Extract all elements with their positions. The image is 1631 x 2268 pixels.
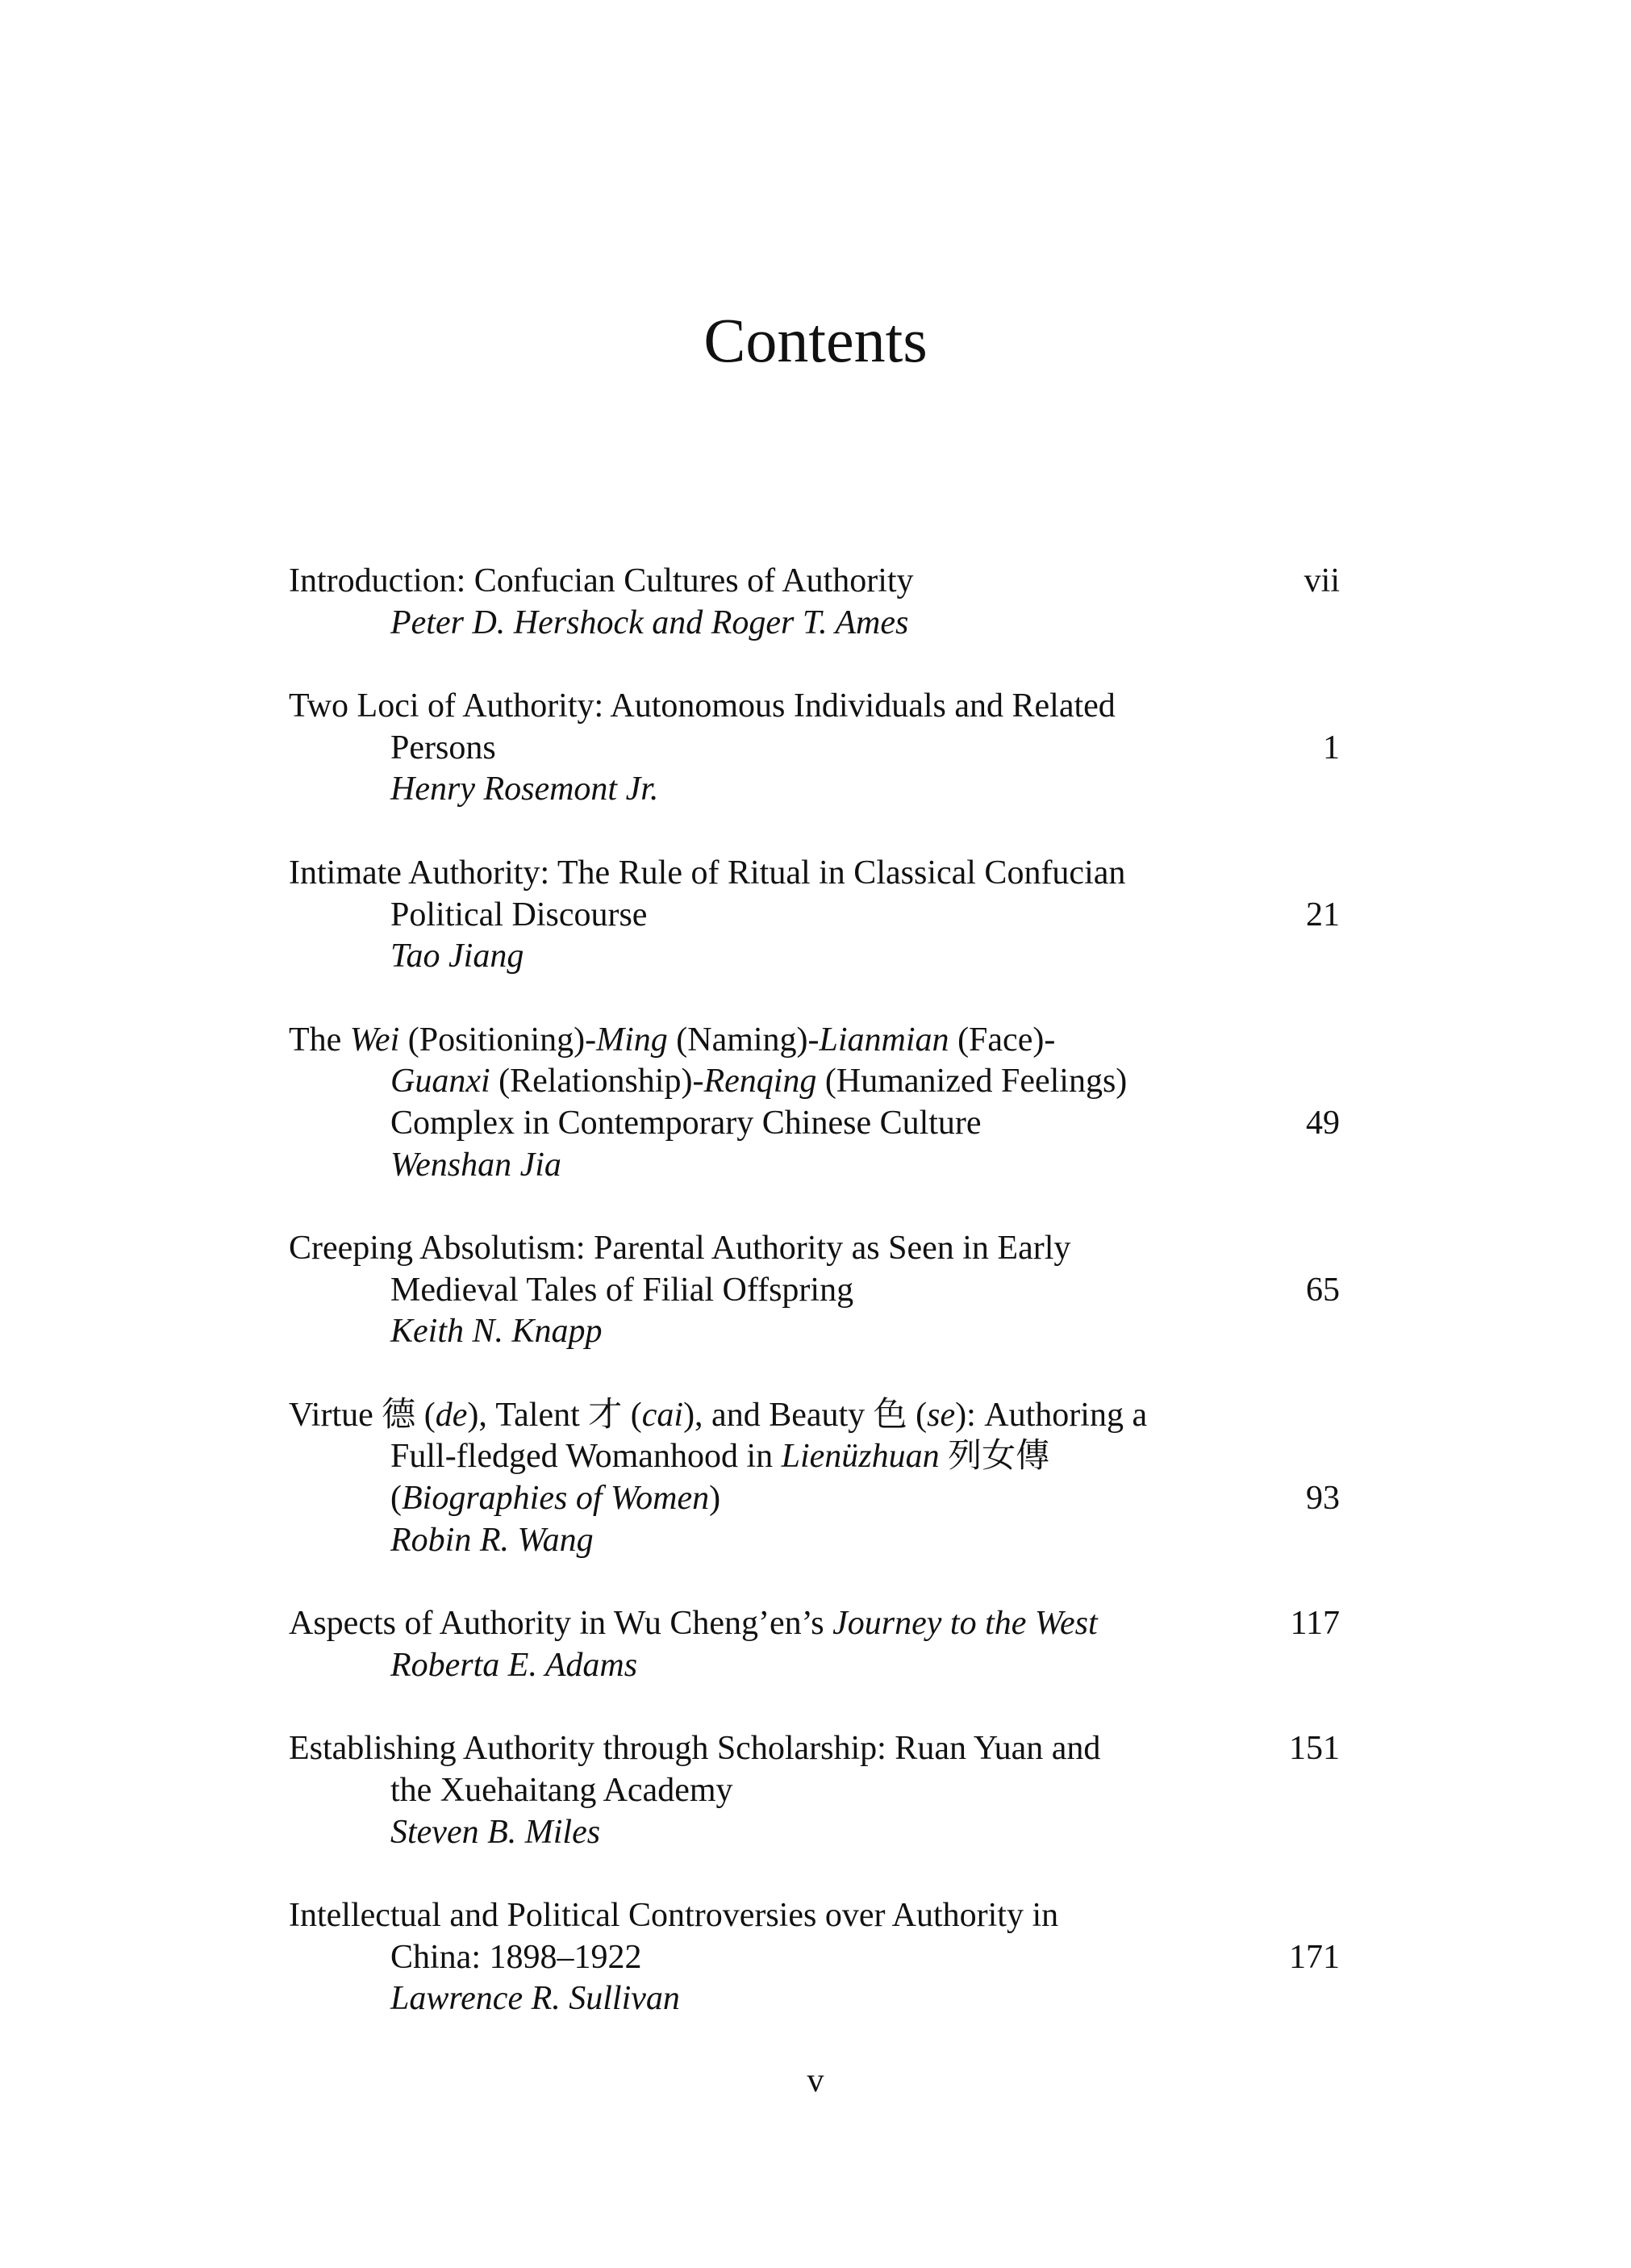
toc-entry[interactable] [289, 1603, 1340, 1686]
chapter-title-text: (Humanized Feelings) [816, 1063, 1128, 1101]
chapter-title-line [289, 728, 1340, 770]
chapter-title-text: (Face)- [949, 1021, 1056, 1059]
chapter-title-line [289, 1478, 1340, 1520]
chapter-title-line [289, 1228, 1340, 1270]
chapter-title-line [289, 853, 1340, 895]
chapter-title-text: the Xuehaitang Academy [390, 1771, 733, 1809]
chapter-title-line [289, 1770, 1340, 1812]
chapter-title-text: ), Talent 才 ( [467, 1396, 642, 1434]
chapter-title-text: Ming [596, 1021, 668, 1059]
chapter-author: Peter D. Hershock and Roger T. Ames [390, 604, 909, 641]
chapter-title-text: de [435, 1396, 468, 1434]
chapter-title-text: Guanxi [390, 1063, 490, 1101]
chapter-title-text: Persons [390, 729, 496, 766]
chapter-title-text: Virtue 德 ( [289, 1396, 436, 1434]
page-number[interactable]: 93 [1306, 1480, 1340, 1518]
chapter-title-line [289, 1728, 1340, 1770]
chapter-title-text: Biographies of Women [402, 1480, 710, 1518]
chapter-title-text: Introduction: Confucian Cultures of Authority [289, 562, 914, 599]
chapter-author: Lawrence R. Sullivan [390, 1980, 680, 2018]
toc-entry[interactable] [289, 561, 1340, 644]
chapter-title-text: Political Discourse [390, 896, 648, 934]
chapter-title-text: Intellectual and Political Controversies over Authority in [289, 1897, 1059, 1934]
toc-entry[interactable] [289, 1395, 1340, 1562]
page-number[interactable]: 1 [1323, 729, 1340, 766]
chapter-title-text: China: 1898–1922 [390, 1938, 642, 1976]
chapter-title-text: Lianmian [819, 1021, 949, 1059]
chapter-title-text: Wei [349, 1021, 400, 1059]
chapter-title-line [289, 1895, 1340, 1937]
chapter-title-line [289, 1603, 1340, 1645]
chapter-title-line [289, 1061, 1340, 1103]
page-number[interactable]: vii [1304, 562, 1340, 599]
chapter-title-text: ) [709, 1480, 721, 1518]
toc-entry[interactable] [289, 686, 1340, 811]
chapter-title-line [289, 686, 1340, 728]
chapter-title-line [289, 1395, 1340, 1437]
chapter-title-line [289, 895, 1340, 937]
chapter-title-text: (Positioning)- [399, 1021, 597, 1059]
page-number-footer: v [807, 2062, 824, 2099]
chapter-author: Roberta E. Adams [390, 1646, 638, 1684]
page-number[interactable]: 49 [1306, 1104, 1340, 1142]
toc-entry[interactable] [289, 1895, 1340, 2020]
page-number[interactable]: 151 [1289, 1730, 1340, 1768]
chapter-title-text: ), and Beauty 色 ( [683, 1396, 928, 1434]
page-number[interactable]: 117 [1290, 1605, 1340, 1643]
chapter-title-text: Full-fledged Womanhood in [390, 1438, 782, 1476]
chapter-author: Henry Rosemont Jr. [390, 771, 659, 808]
page-number[interactable]: 21 [1306, 896, 1340, 934]
chapter-title-text: The [289, 1021, 350, 1059]
chapter-title-line [289, 1270, 1340, 1312]
chapter-title-line [289, 1020, 1340, 1062]
page-number[interactable]: 171 [1289, 1938, 1340, 1976]
toc-entry[interactable] [289, 1728, 1340, 1853]
chapter-title-text: 列女傳 [939, 1438, 1050, 1476]
page-number[interactable]: 65 [1306, 1271, 1340, 1309]
chapter-title-line [289, 1937, 1340, 1979]
chapter-author: Wenshan Jia [390, 1146, 561, 1184]
chapter-title-text: (Naming)- [667, 1021, 820, 1059]
chapter-title-text: Creeping Absolutism: Parental Authority as Seen in Early [289, 1230, 1071, 1267]
toc-entry[interactable] [289, 853, 1340, 978]
chapter-title-text: (Relationship)- [490, 1063, 704, 1101]
chapter-title-text: Journey to the West [832, 1605, 1098, 1643]
chapter-title-text: Lienüzhuan [781, 1438, 940, 1476]
chapter-title-text: cai [641, 1396, 684, 1434]
chapter-author: Tao Jiang [390, 938, 524, 975]
chapter-author: Steven B. Miles [390, 1813, 601, 1851]
chapter-author: Robin R. Wang [390, 1521, 594, 1559]
chapter-title-text: Complex in Contemporary Chinese Culture [390, 1104, 982, 1142]
chapter-title-text: ): Authoring a [955, 1396, 1148, 1434]
chapter-title-text: Renqing [703, 1063, 817, 1101]
chapter-title-text: Medieval Tales of Filial Offspring [390, 1271, 854, 1309]
toc-entry[interactable] [289, 1020, 1340, 1187]
chapter-title-text: Intimate Authority: The Rule of Ritual in Classical Confucian [289, 854, 1126, 892]
chapter-title-text: se [927, 1396, 956, 1434]
page-title: Contents [703, 305, 928, 375]
chapter-title-line [289, 1103, 1340, 1145]
chapter-title-text: Two Loci of Authority: Autonomous Individuals and Related [289, 687, 1116, 725]
chapter-title-text: Establishing Authority through Scholarship: Ruan Yuan and [289, 1730, 1101, 1768]
table-of-contents [289, 561, 1340, 2062]
chapter-title-line [289, 561, 1340, 603]
chapter-title-line [289, 1436, 1340, 1478]
chapter-author: Keith N. Knapp [390, 1313, 603, 1351]
chapter-title-text: ( [390, 1480, 402, 1518]
chapter-title-text: Aspects of Authority in Wu Cheng’en’s [289, 1605, 833, 1643]
toc-entry[interactable] [289, 1228, 1340, 1353]
